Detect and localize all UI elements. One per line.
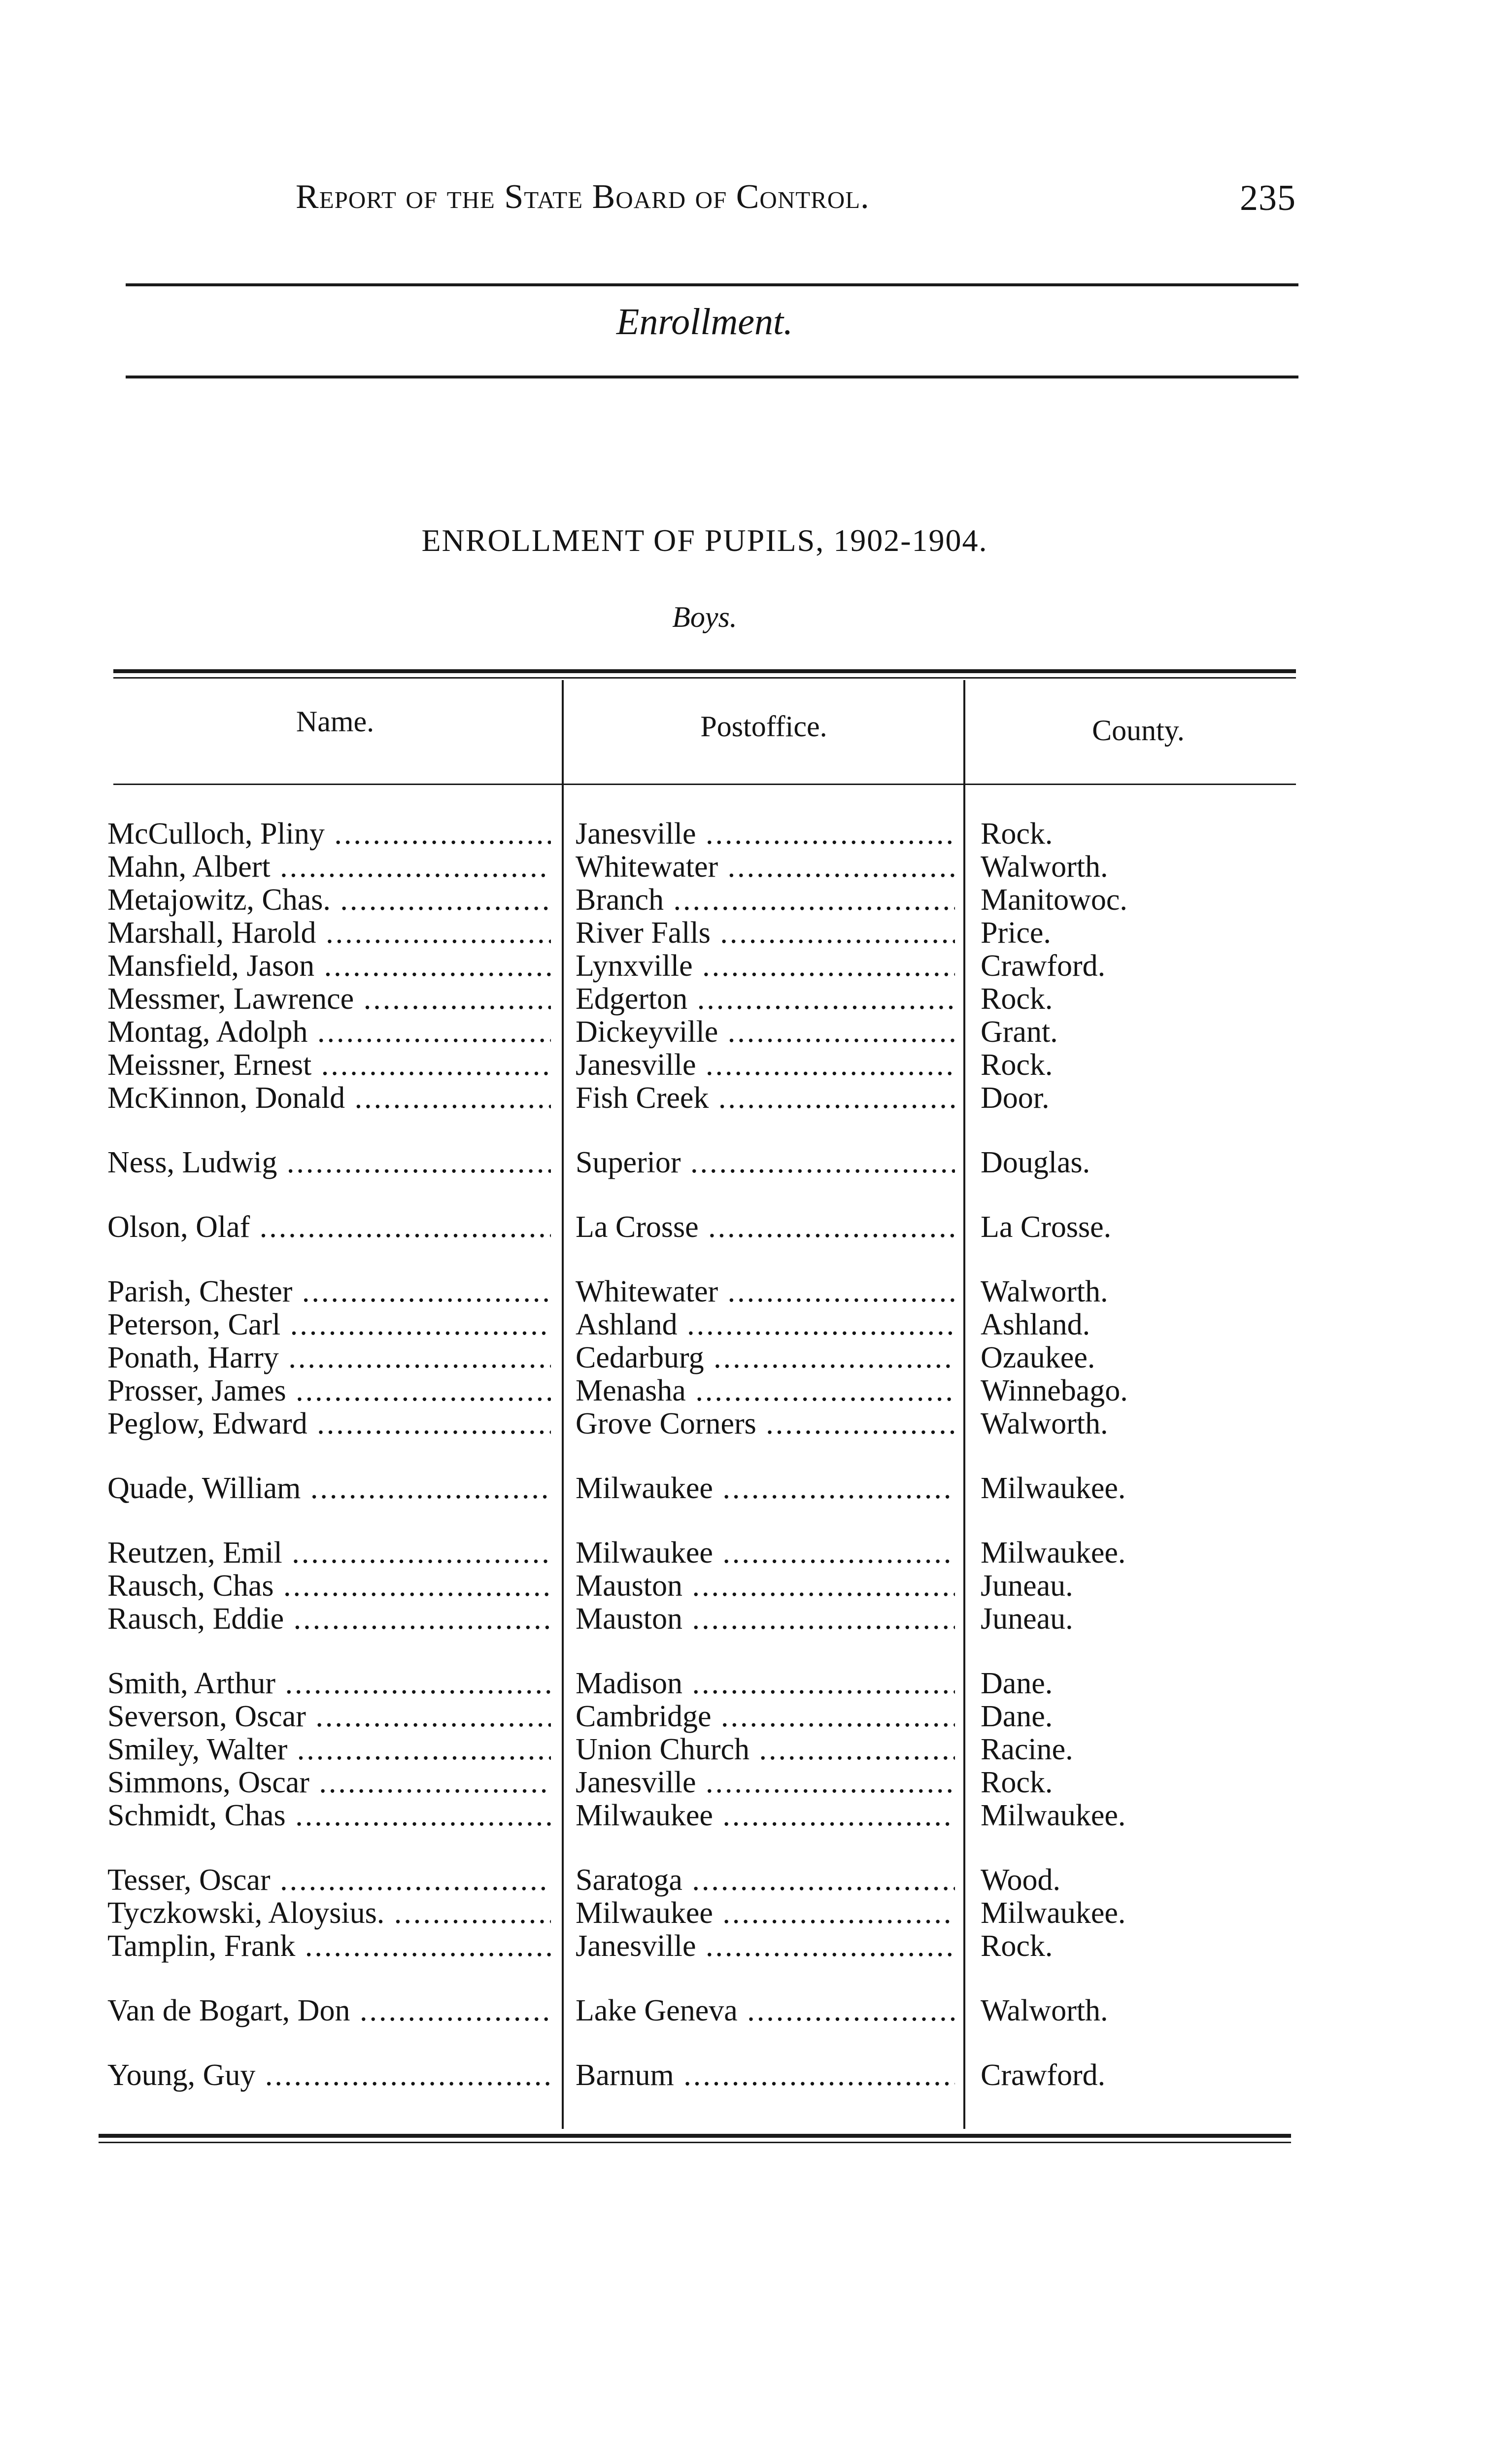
row-county: Racine. — [981, 1733, 1073, 1766]
row-name: Messmer, Lawrence ..... — [107, 982, 551, 1016]
row-name: Marshall, Harold ..... — [107, 916, 551, 950]
row-postoffice: Mauston ..... — [576, 1602, 955, 1636]
column-header-postoffice: Postoffice. — [700, 710, 827, 743]
row-postoffice: Cambridge ..... — [576, 1700, 955, 1733]
row-county: Dane. — [981, 1667, 1053, 1700]
table-rule-bottom-thin — [99, 2142, 1291, 2143]
row-county: Milwaukee. — [981, 1536, 1126, 1570]
row-county: Wood. — [981, 1863, 1061, 1897]
row-postoffice: Barnum ..... — [576, 2058, 955, 2092]
row-name: Smith, Arthur ..... — [107, 1667, 551, 1700]
row-name: Montag, Adolph ..... — [107, 1015, 551, 1049]
row-postoffice: Madison ..... — [576, 1667, 955, 1700]
row-name: Tamplin, Frank ..... — [107, 1929, 551, 1963]
row-postoffice: Superior ..... — [576, 1146, 955, 1179]
row-county: Crawford. — [981, 949, 1106, 983]
row-name: Reutzen, Emil ..... — [107, 1536, 551, 1570]
row-postoffice: Fish Creek ..... — [576, 1081, 955, 1115]
row-name: Peterson, Carl ..... — [107, 1308, 551, 1341]
row-name: Parish, Chester ..... — [107, 1275, 551, 1308]
row-postoffice: Ashland ..... — [576, 1308, 955, 1341]
row-name: Severson, Oscar ..... — [107, 1700, 551, 1733]
row-name: Van de Bogart, Don ..... — [107, 1994, 551, 2027]
row-county: Ashland. — [981, 1308, 1090, 1341]
row-county: Winnebago. — [981, 1374, 1128, 1407]
row-county: Walworth. — [981, 1275, 1108, 1308]
column-divider-1 — [562, 680, 564, 2129]
row-county: Milwaukee. — [981, 1799, 1126, 1832]
row-name: Smiley, Walter ..... — [107, 1733, 551, 1766]
row-county: Walworth. — [981, 1407, 1108, 1440]
row-postoffice: Janesville ..... — [576, 817, 955, 851]
row-name: McCulloch, Pliny ..... — [107, 817, 551, 851]
row-county: Juneau. — [981, 1602, 1073, 1636]
column-header-rule — [113, 784, 1296, 785]
row-name: Tesser, Oscar ..... — [107, 1863, 551, 1897]
row-county: Walworth. — [981, 1994, 1108, 2027]
section-title: Enrollment. — [616, 301, 793, 342]
row-name: Simmons, Oscar ..... — [107, 1766, 551, 1799]
row-county: Milwaukee. — [981, 1472, 1126, 1505]
row-postoffice: River Falls ..... — [576, 916, 955, 950]
row-postoffice: Cedarburg ..... — [576, 1341, 955, 1374]
row-postoffice: Saratoga ..... — [576, 1863, 955, 1897]
row-county: Rock. — [981, 1048, 1053, 1082]
row-county: Manitowoc. — [981, 883, 1127, 917]
page-number: 235 — [1240, 178, 1296, 218]
row-county: Dane. — [981, 1700, 1053, 1733]
row-county: Rock. — [981, 817, 1053, 851]
row-name: Quade, William ..... — [107, 1472, 551, 1505]
column-header-name: Name. — [296, 705, 374, 738]
row-postoffice: Janesville ..... — [576, 1048, 955, 1082]
header-rule-top — [126, 283, 1298, 286]
row-postoffice: Whitewater ..... — [576, 1275, 955, 1308]
row-postoffice: Grove Corners ..... — [576, 1407, 955, 1440]
row-postoffice: Menasha ..... — [576, 1374, 955, 1407]
row-postoffice: La Crosse ..... — [576, 1210, 955, 1244]
row-postoffice: Milwaukee ..... — [576, 1896, 955, 1930]
row-name: McKinnon, Donald ..... — [107, 1081, 551, 1115]
row-county: Rock. — [981, 1766, 1053, 1799]
table-rule-bottom — [99, 2134, 1291, 2138]
row-name: Young, Guy ..... — [107, 2058, 551, 2092]
table-rule-top — [113, 669, 1296, 673]
row-postoffice: Lake Geneva ..... — [576, 1994, 955, 2027]
row-name: Olson, Olaf ..... — [107, 1210, 551, 1244]
row-postoffice: Milwaukee ..... — [576, 1536, 955, 1570]
group-label: Boys. — [672, 601, 737, 633]
header-rule-bottom — [126, 376, 1298, 378]
row-county: La Crosse. — [981, 1210, 1112, 1244]
row-name: Ponath, Harry ..... — [107, 1341, 551, 1374]
running-head — [296, 177, 1296, 222]
row-postoffice: Janesville ..... — [576, 1766, 955, 1799]
row-postoffice: Milwaukee ..... — [576, 1799, 955, 1832]
row-name: Meissner, Ernest ..... — [107, 1048, 551, 1082]
column-divider-2 — [963, 680, 965, 2129]
row-county: Rock. — [981, 1929, 1053, 1963]
row-postoffice: Edgerton ..... — [576, 982, 955, 1016]
row-postoffice: Dickeyville ..... — [576, 1015, 955, 1049]
table-caption: ENROLLMENT OF PUPILS, 1902-1904. — [421, 523, 988, 558]
row-name: Schmidt, Chas ..... — [107, 1799, 551, 1832]
row-county: Milwaukee. — [981, 1896, 1126, 1930]
row-name: Ness, Ludwig ..... — [107, 1146, 551, 1179]
row-county: Price. — [981, 916, 1051, 950]
row-postoffice: Lynxville ..... — [576, 949, 955, 983]
row-county: Juneau. — [981, 1569, 1073, 1603]
row-name: Tyczkowski, Aloysius. ..... — [107, 1896, 551, 1930]
row-postoffice: Janesville ..... — [576, 1929, 955, 1963]
column-header-county: County. — [1092, 714, 1185, 747]
row-name: Rausch, Chas ..... — [107, 1569, 551, 1603]
row-postoffice: Union Church ..... — [576, 1733, 955, 1766]
row-county: Grant. — [981, 1015, 1058, 1049]
row-county: Crawford. — [981, 2058, 1106, 2092]
row-name: Prosser, James ..... — [107, 1374, 551, 1407]
row-postoffice: Whitewater ..... — [576, 850, 955, 884]
row-county: Douglas. — [981, 1146, 1090, 1179]
table-rule-top-thin — [113, 677, 1296, 679]
row-name: Mahn, Albert ..... — [107, 850, 551, 884]
row-postoffice: Mauston ..... — [576, 1569, 955, 1603]
row-name: Metajowitz, Chas. ..... — [107, 883, 551, 917]
row-name: Peglow, Edward ..... — [107, 1407, 551, 1440]
running-title: Report of the State Board of Control. — [296, 178, 870, 216]
row-name: Mansfield, Jason ..... — [107, 949, 551, 983]
row-postoffice: Branch ..... — [576, 883, 955, 917]
row-name: Rausch, Eddie ..... — [107, 1602, 551, 1636]
row-postoffice: Milwaukee ..... — [576, 1472, 955, 1505]
row-county: Door. — [981, 1081, 1050, 1115]
row-county: Ozaukee. — [981, 1341, 1095, 1374]
row-county: Walworth. — [981, 850, 1108, 884]
row-county: Rock. — [981, 982, 1053, 1016]
